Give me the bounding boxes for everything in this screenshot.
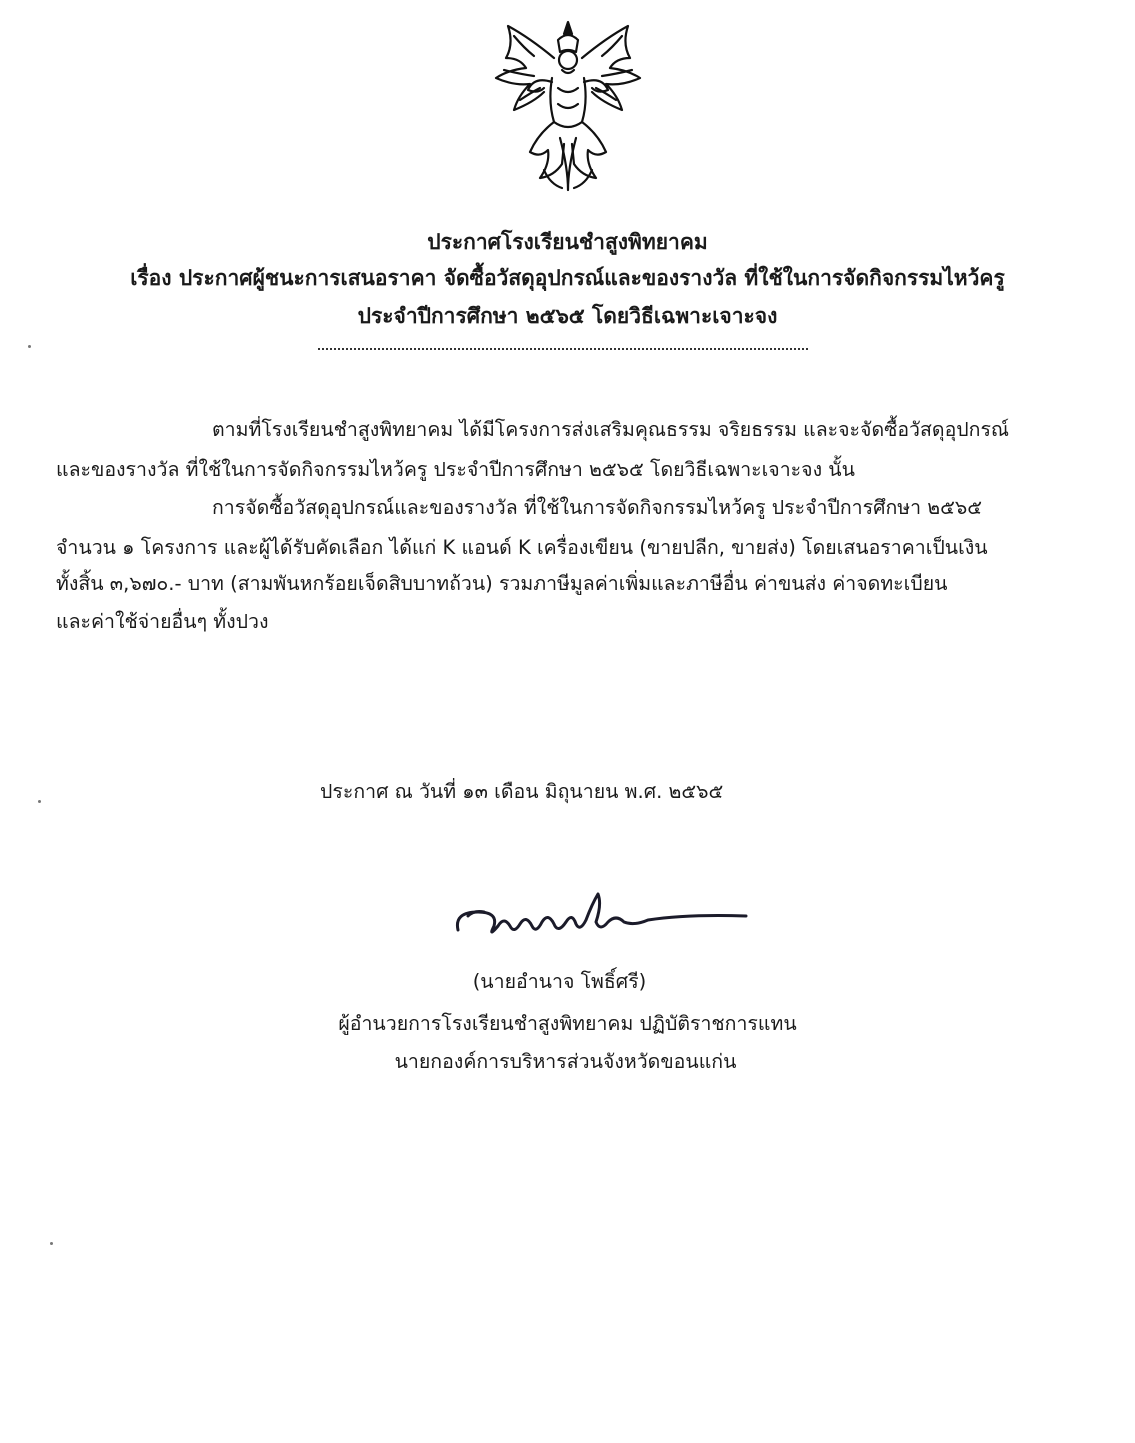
body-line-4: จำนวน ๑ โครงการ และผู้ได้รับคัดเลือก ได้แก่ K แอนด์ K เครื่องเขียน (ขายปลีก, ขายส่ง) โดยเสนอราคาเป็นเงิน [56,536,988,559]
body-line-3: การจัดซื้อวัสดุอุปกรณ์และของรางวัล ที่ใช้ในการจัดกิจกรรมไหว้ครู ประจำปีการศึกษา ๒๕๖๕ [212,496,983,519]
garuda-emblem-icon [478,18,658,198]
body-line-5: ทั้งสิ้น ๓,๖๗๐.- บาท (สามพันหกร้อยเจ็ดสิบบาทถ้วน) รวมภาษีมูลค่าเพิ่มและภาษีอื่น ค่าขนส่ง ค่าจดทะเบียน [56,572,948,595]
scan-speck [38,800,41,803]
scan-speck [28,345,31,348]
handwritten-signature [448,882,758,942]
signatory-position-line2: นายกองค์การบริหารส่วนจังหวัดขอนแก่น [394,1050,737,1073]
body-line-1: ตามที่โรงเรียนชำสูงพิทยาคม ได้มีโครงการส่งเสริมคุณธรรม จริยธรรม และจะจัดซื้อวัสดุอุปกรณ์ [212,418,1010,441]
document-subject-line2: ประจำปีการศึกษา ๒๕๖๕ โดยวิธีเฉพาะเจาะจง [357,304,778,328]
scan-speck [50,1242,53,1245]
document-subject: เรื่อง ประกาศผู้ชนะการเสนอราคา จัดซื้อวัสดุอุปกรณ์และของรางวัล ที่ใช้ในการจัดกิจกรรมไหว้ครู [130,266,1005,290]
body-line-2: และของรางวัล ที่ใช้ในการจัดกิจกรรมไหว้ครู ประจำปีการศึกษา ๒๕๖๕ โดยวิธีเฉพาะเจาะจง นั้น [56,458,855,481]
document-title: ประกาศโรงเรียนชำสูงพิทยาคม [427,230,708,254]
announcement-date: ประกาศ ณ วันที่ ๑๓ เดือน มิถุนายน พ.ศ. ๒๕๖๕ [320,780,724,803]
body-line-6: และค่าใช้จ่ายอื่นๆ ทั้งปวง [56,610,269,633]
signatory-position: ผู้อำนวยการโรงเรียนชำสูงพิทยาคม ปฏิบัติราชการแทน [338,1012,797,1035]
dotted-divider [318,348,808,350]
signatory-name: (นายอำนาจ โพธิ์ศรี) [472,970,647,993]
